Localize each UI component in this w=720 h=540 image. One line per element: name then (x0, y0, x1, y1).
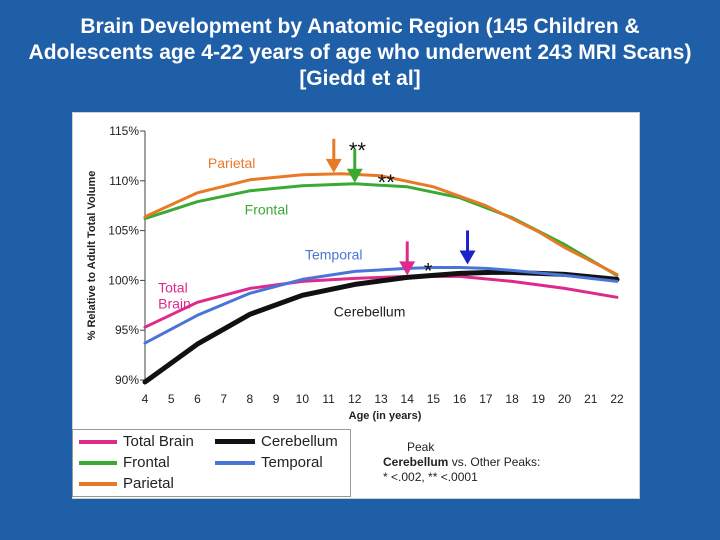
legend-label: Temporal (261, 454, 323, 471)
legend-label: Frontal (123, 454, 170, 471)
series-label: Frontal (244, 201, 289, 218)
series-label: Temporal (304, 246, 363, 263)
x-tick-label: 15 (426, 392, 441, 406)
x-tick-label: 14 (400, 392, 414, 406)
peak-arrow-head (460, 250, 476, 264)
series-label: Brain (158, 295, 191, 312)
note-cerebellum: Cerebellum (383, 455, 449, 469)
legend-swatch (215, 461, 255, 465)
legend-label: Cerebellum (261, 433, 338, 450)
x-tick-label: 20 (557, 392, 572, 406)
x-tick-label: 19 (531, 392, 546, 406)
x-tick-label: 12 (348, 392, 362, 406)
legend-item-cerebellum (215, 433, 338, 450)
legend (72, 429, 351, 497)
legend-item-temporal (215, 454, 323, 471)
legend-item-frontal (79, 454, 170, 471)
note-peak: Peak (407, 440, 435, 454)
x-tick-label: 4 (141, 392, 149, 406)
x-axis-title: Age (in years) (348, 410, 422, 422)
significance-stars: * (423, 258, 433, 284)
legend-swatch (215, 439, 255, 444)
line-chart (73, 113, 639, 433)
note-line-1-rest: vs. Other Peaks: (448, 455, 541, 469)
legend-item-total-brain (79, 433, 194, 450)
series-label: Cerebellum (333, 303, 406, 320)
x-tick-label: 7 (220, 392, 228, 406)
y-tick-label: 105% (108, 223, 139, 238)
legend-swatch (79, 482, 117, 486)
x-tick-label: 22 (610, 392, 624, 406)
x-tick-label: 6 (194, 392, 201, 406)
legend-label: Parietal (123, 475, 174, 492)
series-line-frontal (145, 184, 617, 276)
y-tick-label: 95% (114, 323, 139, 338)
y-tick-label: 100% (108, 273, 139, 288)
y-tick-label: 110% (109, 173, 139, 188)
series-line-cerebellum (145, 272, 617, 382)
x-tick-label: 16 (452, 392, 467, 406)
significance-note (383, 440, 603, 485)
note-line-1 (383, 455, 540, 469)
x-tick-label: 13 (374, 392, 388, 406)
x-tick-label: 18 (505, 392, 519, 406)
peak-arrow-head (326, 159, 342, 173)
x-tick-label: 5 (167, 392, 175, 406)
significance-stars: ** (377, 169, 395, 195)
legend-item-parietal (79, 475, 174, 492)
y-tick-label: 90% (114, 373, 139, 387)
x-tick-label: 9 (272, 392, 280, 406)
note-line-2: * <.002, ** <.0001 (383, 470, 478, 484)
series-label: Parietal (207, 154, 256, 171)
x-tick-label: 11 (322, 392, 335, 406)
series-line-total-brain (145, 276, 617, 327)
legend-label: Total Brain (123, 433, 194, 450)
x-tick-label: 21 (584, 392, 598, 406)
x-tick-label: 17 (479, 392, 493, 406)
y-tick-label: 115% (109, 124, 139, 138)
legend-swatch (79, 461, 117, 465)
x-tick-label: 10 (295, 392, 310, 406)
series-label: Total (158, 279, 188, 296)
legend-swatch (79, 440, 117, 444)
slide-title: Brain Development by Anatomic Region (145 Children & Adolescents age 4-22 years of age who underwent 243 MRI Scans) [Giedd et al] (28, 15, 692, 90)
significance-stars: ** (348, 137, 366, 163)
x-tick-label: 8 (246, 392, 254, 406)
y-axis-title: % Relative to Adult Total Volume (86, 170, 98, 341)
